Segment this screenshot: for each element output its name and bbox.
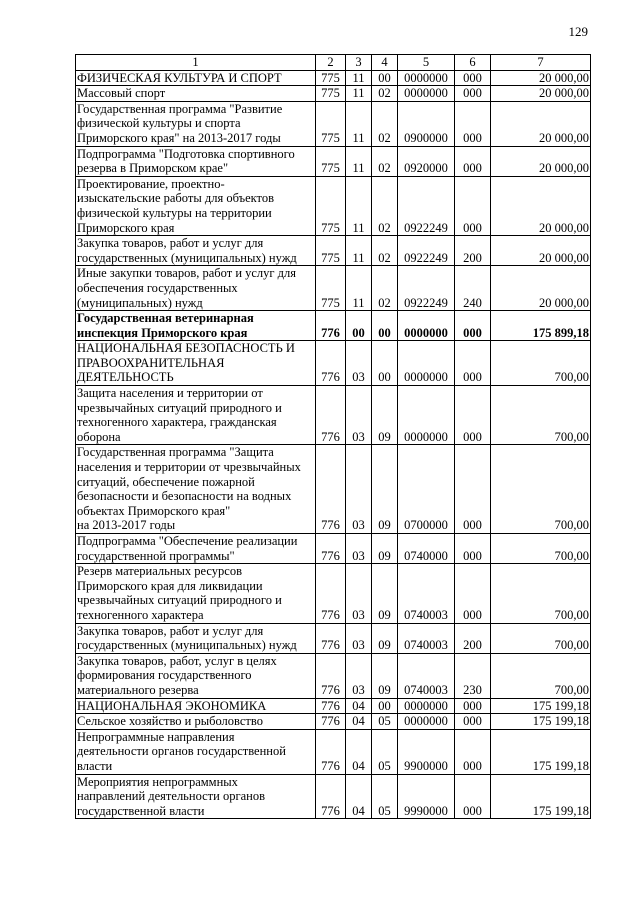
row-expense-type-cell: 200: [455, 623, 491, 653]
row-target-cell: 0922249: [398, 236, 455, 266]
table-body: [76, 70, 591, 819]
row-code-cell: 775: [316, 101, 346, 146]
row-section-cell: 11: [346, 266, 372, 311]
row-subsection-cell: 02: [372, 101, 398, 146]
row-name-cell: Закупка товаров, работ и услуг для государственных (муниципальных) нужд: [76, 236, 316, 266]
row-amount-cell: 175 199,18: [491, 714, 591, 730]
row-code-cell: 776: [316, 341, 346, 386]
row-target-cell: 0740003: [398, 564, 455, 623]
row-subsection-cell: 05: [372, 714, 398, 730]
row-name-cell: Сельское хозяйство и рыболовство: [76, 714, 316, 730]
row-amount-cell: 700,00: [491, 564, 591, 623]
row-name-cell: Непрограммные направления деятельности органов государственной власти: [76, 729, 316, 774]
row-expense-type-cell: 000: [455, 386, 491, 445]
row-name-cell: Закупка товаров, работ, услуг в целях формирования государственного материального резерва: [76, 653, 316, 698]
row-expense-type-cell: 230: [455, 653, 491, 698]
table-row: [76, 698, 591, 714]
row-subsection-cell: 02: [372, 176, 398, 235]
row-expense-type-cell: 000: [455, 86, 491, 102]
row-amount-cell: 700,00: [491, 534, 591, 564]
table-row: [76, 176, 591, 235]
row-amount-cell: 20 000,00: [491, 266, 591, 311]
row-target-cell: 0000000: [398, 386, 455, 445]
row-name-cell: Закупка товаров, работ и услуг для государственных (муниципальных) нужд: [76, 623, 316, 653]
row-target-cell: 0000000: [398, 698, 455, 714]
row-name-cell: Иные закупки товаров, работ и услуг для обеспечения государственных (муниципальных) нужд: [76, 266, 316, 311]
row-expense-type-cell: 000: [455, 176, 491, 235]
row-name-cell: Резерв материальных ресурсов Приморского края для ликвидации чрезвычайных ситуаций природного и техногенного характера: [76, 564, 316, 623]
header-cell: 6: [455, 55, 491, 71]
row-amount-cell: 175 899,18: [491, 311, 591, 341]
row-subsection-cell: 05: [372, 774, 398, 819]
row-target-cell: 9900000: [398, 729, 455, 774]
row-code-cell: 775: [316, 236, 346, 266]
row-section-cell: 03: [346, 623, 372, 653]
row-target-cell: 0700000: [398, 445, 455, 534]
row-code-cell: 776: [316, 623, 346, 653]
row-name-cell: Проектирование, проектно- изыскательские работы для объектов физической культуры на территории Приморского края: [76, 176, 316, 235]
row-target-cell: 9990000: [398, 774, 455, 819]
header-cell: 3: [346, 55, 372, 71]
row-expense-type-cell: 000: [455, 534, 491, 564]
row-subsection-cell: 00: [372, 341, 398, 386]
row-code-cell: 776: [316, 386, 346, 445]
row-amount-cell: 20 000,00: [491, 176, 591, 235]
table-row: [76, 564, 591, 623]
row-code-cell: 776: [316, 534, 346, 564]
row-code-cell: 776: [316, 698, 346, 714]
table-row: [76, 266, 591, 311]
row-expense-type-cell: 000: [455, 445, 491, 534]
row-code-cell: 776: [316, 564, 346, 623]
row-expense-type-cell: 000: [455, 70, 491, 86]
row-code-cell: 776: [316, 311, 346, 341]
table-row: [76, 86, 591, 102]
header-cell: 1: [76, 55, 316, 71]
row-target-cell: 0000000: [398, 714, 455, 730]
row-target-cell: 0740000: [398, 534, 455, 564]
row-expense-type-cell: 000: [455, 341, 491, 386]
table-row: [76, 729, 591, 774]
row-subsection-cell: 09: [372, 534, 398, 564]
header-cell: 4: [372, 55, 398, 71]
row-amount-cell: 700,00: [491, 341, 591, 386]
row-expense-type-cell: 000: [455, 729, 491, 774]
row-subsection-cell: 02: [372, 146, 398, 176]
row-amount-cell: 175 199,18: [491, 698, 591, 714]
row-subsection-cell: 05: [372, 729, 398, 774]
row-expense-type-cell: 000: [455, 564, 491, 623]
row-code-cell: 776: [316, 714, 346, 730]
row-code-cell: 775: [316, 266, 346, 311]
table-row: [76, 774, 591, 819]
row-code-cell: 775: [316, 176, 346, 235]
row-section-cell: 03: [346, 564, 372, 623]
row-amount-cell: 20 000,00: [491, 86, 591, 102]
row-code-cell: 776: [316, 653, 346, 698]
table-row: [76, 146, 591, 176]
page-number: 129: [568, 24, 588, 39]
table-row: [76, 70, 591, 86]
row-expense-type-cell: 000: [455, 311, 491, 341]
row-section-cell: 04: [346, 729, 372, 774]
row-name-cell: Государственная ветеринарная инспекция Приморского края: [76, 311, 316, 341]
table-row: [76, 445, 591, 534]
row-amount-cell: 20 000,00: [491, 70, 591, 86]
row-expense-type-cell: 000: [455, 146, 491, 176]
row-section-cell: 03: [346, 386, 372, 445]
row-code-cell: 775: [316, 146, 346, 176]
row-code-cell: 776: [316, 445, 346, 534]
row-section-cell: 11: [346, 70, 372, 86]
row-target-cell: 0740003: [398, 653, 455, 698]
row-section-cell: 03: [346, 653, 372, 698]
row-expense-type-cell: 000: [455, 774, 491, 819]
row-name-cell: Государственная программа "Развитие физической культуры и спорта Приморского края" на 2013-2017 годы: [76, 101, 316, 146]
row-name-cell: НАЦИОНАЛЬНАЯ БЕЗОПАСНОСТЬ И ПРАВООХРАНИТЕЛЬНАЯ ДЕЯТЕЛЬНОСТЬ: [76, 341, 316, 386]
row-section-cell: 11: [346, 176, 372, 235]
table-row: [76, 534, 591, 564]
row-amount-cell: 700,00: [491, 653, 591, 698]
row-expense-type-cell: 000: [455, 101, 491, 146]
row-amount-cell: 175 199,18: [491, 774, 591, 819]
row-target-cell: 0922249: [398, 176, 455, 235]
table-row: [76, 236, 591, 266]
header-cell: 2: [316, 55, 346, 71]
row-target-cell: 0000000: [398, 311, 455, 341]
table-row: [76, 311, 591, 341]
row-amount-cell: 700,00: [491, 623, 591, 653]
row-target-cell: 0740003: [398, 623, 455, 653]
row-target-cell: 0000000: [398, 341, 455, 386]
table-row: [76, 386, 591, 445]
row-subsection-cell: 02: [372, 236, 398, 266]
row-name-cell: Защита населения и территории от чрезвычайных ситуаций природного и техногенного характера, гражданская оборона: [76, 386, 316, 445]
row-name-cell: Мероприятия непрограммных направлений деятельности органов государственной власти: [76, 774, 316, 819]
row-expense-type-cell: 200: [455, 236, 491, 266]
row-code-cell: 776: [316, 774, 346, 819]
row-section-cell: 04: [346, 698, 372, 714]
row-section-cell: 11: [346, 236, 372, 266]
row-subsection-cell: 09: [372, 623, 398, 653]
row-subsection-cell: 02: [372, 266, 398, 311]
row-subsection-cell: 00: [372, 70, 398, 86]
row-section-cell: 11: [346, 146, 372, 176]
row-code-cell: 775: [316, 70, 346, 86]
row-amount-cell: 700,00: [491, 445, 591, 534]
row-section-cell: 03: [346, 534, 372, 564]
row-target-cell: 0920000: [398, 146, 455, 176]
row-target-cell: 0000000: [398, 86, 455, 102]
row-section-cell: 04: [346, 774, 372, 819]
header-cell: 5: [398, 55, 455, 71]
row-code-cell: 776: [316, 729, 346, 774]
table-row: [76, 341, 591, 386]
row-target-cell: 0900000: [398, 101, 455, 146]
row-subsection-cell: 09: [372, 653, 398, 698]
row-name-cell: Государственная программа "Защита населения и территории от чрезвычайных ситуаций, обеспечение пожарной безопасности и безопасности на водных объектах Приморского края" на 2013-2017 годы: [76, 445, 316, 534]
row-name-cell: НАЦИОНАЛЬНАЯ ЭКОНОМИКА: [76, 698, 316, 714]
row-subsection-cell: 00: [372, 698, 398, 714]
row-amount-cell: 20 000,00: [491, 236, 591, 266]
row-amount-cell: 20 000,00: [491, 146, 591, 176]
table-row: [76, 714, 591, 730]
table-header: [76, 55, 591, 71]
row-section-cell: 11: [346, 101, 372, 146]
row-expense-type-cell: 000: [455, 698, 491, 714]
table-row: [76, 623, 591, 653]
row-section-cell: 03: [346, 341, 372, 386]
row-name-cell: Массовый спорт: [76, 86, 316, 102]
row-name-cell: Подпрограмма "Подготовка спортивного резерва в Приморском крае": [76, 146, 316, 176]
row-expense-type-cell: 000: [455, 714, 491, 730]
row-amount-cell: 700,00: [491, 386, 591, 445]
row-section-cell: 03: [346, 445, 372, 534]
row-name-cell: Подпрограмма "Обеспечение реализации государственной программы": [76, 534, 316, 564]
row-name-cell: ФИЗИЧЕСКАЯ КУЛЬТУРА И СПОРТ: [76, 70, 316, 86]
row-subsection-cell: 02: [372, 86, 398, 102]
row-amount-cell: 175 199,18: [491, 729, 591, 774]
row-subsection-cell: 09: [372, 564, 398, 623]
row-expense-type-cell: 240: [455, 266, 491, 311]
budget-table: [75, 54, 591, 819]
row-subsection-cell: 09: [372, 386, 398, 445]
row-subsection-cell: 09: [372, 445, 398, 534]
row-subsection-cell: 00: [372, 311, 398, 341]
table-row: [76, 101, 591, 146]
row-section-cell: 04: [346, 714, 372, 730]
row-amount-cell: 20 000,00: [491, 101, 591, 146]
row-section-cell: 00: [346, 311, 372, 341]
row-code-cell: 775: [316, 86, 346, 102]
table-row: [76, 653, 591, 698]
header-cell: 7: [491, 55, 591, 71]
row-target-cell: 0922249: [398, 266, 455, 311]
row-section-cell: 11: [346, 86, 372, 102]
row-target-cell: 0000000: [398, 70, 455, 86]
